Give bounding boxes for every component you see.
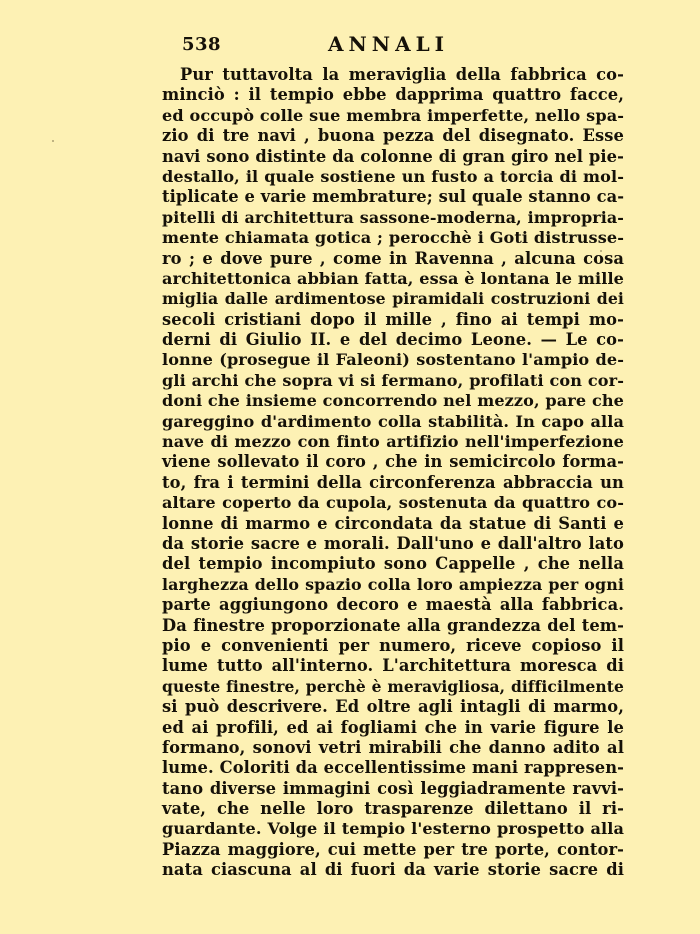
text-line: miglia dalle ardimentose piramidali costruzioni dei [162, 289, 624, 309]
text-line: minciò : il tempio ebbe dapprima quattro facce, [162, 85, 624, 105]
text-line: del tempio incompiuto sono Cappelle , che nella [162, 554, 624, 574]
text-line: lonne (prosegue il Faleoni) sostentano l'ampio de- [162, 350, 624, 370]
text-line: zio di tre navi , buona pezza del disegnato. Esse [162, 126, 624, 146]
text-line: tano diverse immagini così leggiadramente ravvi- [162, 778, 624, 798]
text-line: da storie sacre e morali. Dall'uno e dall'altro lato [162, 533, 624, 553]
text-line: lume. Coloriti da eccellentissime mani rappresen- [162, 758, 624, 778]
text-line: secoli cristiani dopo il mille , fino ai tempi mo- [162, 309, 624, 329]
text-line: gli archi che sopra vi si fermano, profilati con cor- [162, 370, 624, 390]
text-line: tiplicate e varie membrature; sul quale stanno ca- [162, 187, 625, 207]
page-title: ANNALI [328, 32, 450, 56]
text-line: nave di mezzo con finto artifizio nell'imperfezione [162, 432, 624, 452]
text-line: larghezza dello spazio colla loro ampiezza per ogni [162, 574, 624, 594]
text-line: queste finestre, perchè è meravigliosa, difficilmente [162, 676, 624, 696]
text-line: si può descrivere. Ed oltre agli intagli di marmo, [162, 697, 624, 717]
text-line: derni di Giulio II. e del decimo Leone. — Le co- [162, 330, 624, 350]
text-line: Da finestre proporzionate alla grandezza del tem- [162, 615, 624, 635]
text-line: lume tutto all'interno. L'architettura moresca di [162, 656, 624, 676]
body-text [162, 65, 624, 881]
text-line: Pur tuttavolta la meraviglia della fabbrica co- [180, 65, 624, 84]
text-line: doni che insieme concorrendo nel mezzo, pare che [162, 391, 624, 411]
text-line: ro ; e dove pure , come in Ravenna , alcuna cosa [162, 248, 624, 268]
text-line: to, fra i termini della circonferenza abbraccia un [162, 472, 624, 492]
text-line: formano, sonovi vetri mirabili che danno adito al [162, 737, 624, 757]
text-line: mente chiamata gotica ; perocchè i Goti distrusse- [162, 228, 624, 248]
text-line: guardante. Volge il tempio l'esterno prospetto alla [162, 819, 624, 839]
text-line: pitelli di architettura sassone-moderna, impropria- [162, 207, 624, 227]
text-line: gareggino d'ardimento colla stabilità. In capo alla [162, 411, 624, 431]
text-line: parte aggiungono decoro e maestà alla fabbrica. [162, 595, 624, 615]
text-line: navi sono distinte da colonne di gran giro nel pie- [162, 146, 624, 166]
page-number: 538 [182, 34, 222, 55]
text-line: Piazza maggiore, cui mette per tre porte, contor- [162, 839, 624, 859]
text-line: ed occupò colle sue membra imperfette, nello spa- [162, 105, 624, 125]
text-line: nata ciascuna al di fuori da varie storie sacre di [162, 860, 624, 880]
text-line: architettonica abbian fatta, essa è lontana le mille [162, 268, 624, 288]
running-head [182, 28, 627, 56]
text-line: ed ai profili, ed ai fogliami che in varie figure le [162, 717, 624, 737]
paper-speck [52, 140, 54, 142]
text-line: viene sollevato il coro , che in semicircolo forma- [162, 452, 624, 472]
text-line: altare coperto da cupola, sostenuta da quattro co- [162, 493, 624, 513]
text-line: destallo, il quale sostiene un fusto a torcia di mol- [162, 166, 624, 186]
text-line: vate, che nelle loro trasparenze dilettano il ri- [162, 799, 624, 819]
text-line: pio e convenienti per numero, riceve copioso il [162, 635, 624, 655]
text-line: lonne di marmo e circondata da statue di Santi e [162, 513, 624, 533]
